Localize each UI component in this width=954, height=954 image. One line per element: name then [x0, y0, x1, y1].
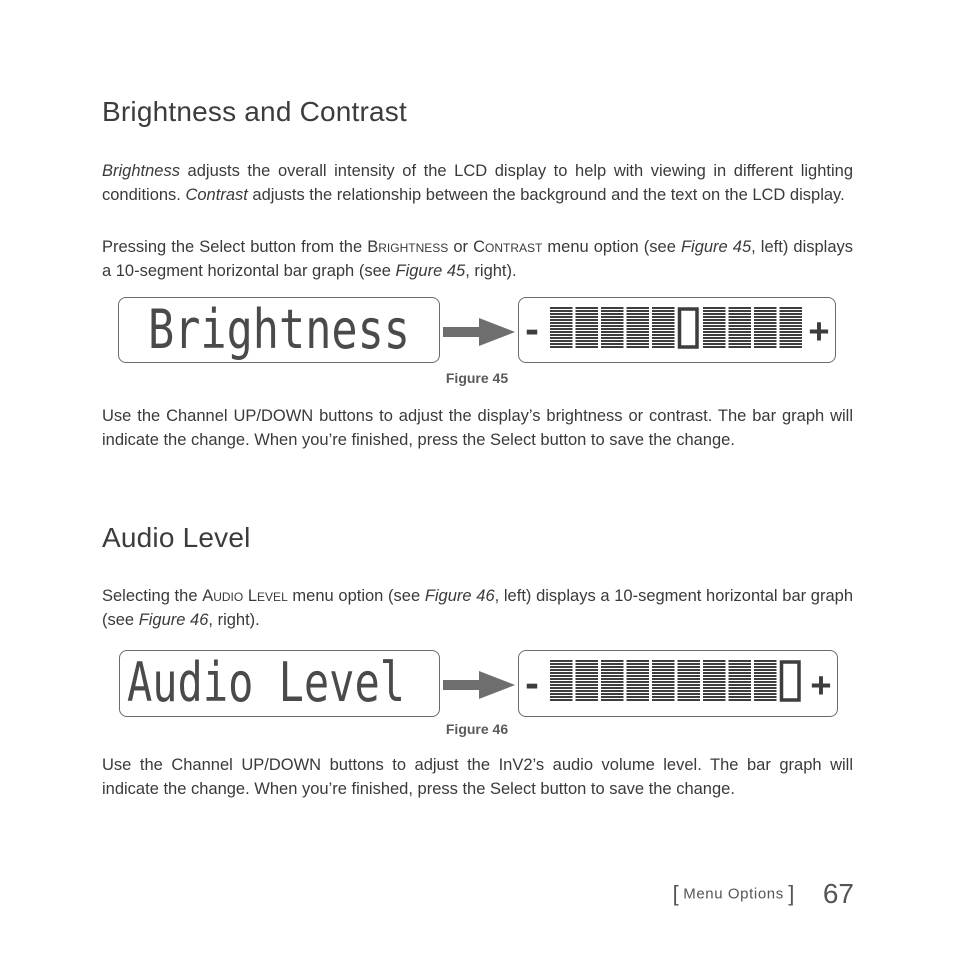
footer-section-label: Menu Options — [683, 885, 784, 903]
lcd-text-brightness: Brightness — [148, 298, 410, 361]
paragraph-brightness-adjust: Use the Channel UP/DOWN buttons to adjust the display’s brightness or contrast. The bar graph will indicate the change. When you’re finished, press the Select button to save the change. — [102, 407, 853, 449]
bar-segment — [754, 307, 777, 348]
bar-segments — [550, 307, 802, 348]
bar-segment — [729, 660, 752, 701]
footer-bracket-close: ] — [788, 881, 795, 906]
bar-segment — [601, 307, 624, 348]
lcd-display-brightness — [118, 297, 440, 363]
lcd-text-audio-level: Audio Level — [127, 651, 405, 714]
bar-minus-sign: - — [521, 665, 543, 705]
bar-plus-sign: + — [808, 311, 830, 351]
bar-segment — [576, 307, 599, 348]
heading-audio-level: Audio Level — [102, 522, 251, 553]
bar-segment — [678, 660, 701, 701]
figure-caption-46: Figure 46 — [445, 721, 509, 737]
bar-segment — [550, 307, 573, 348]
arrow-right-icon — [443, 318, 515, 346]
bar-segment — [601, 660, 624, 701]
arrow-right-icon — [443, 671, 515, 699]
page-number: 67 — [822, 878, 854, 909]
bar-segment — [652, 660, 675, 701]
bar-segment — [627, 660, 650, 701]
heading-brightness-contrast: Brightness and Contrast — [102, 96, 407, 127]
footer-bracket-open: [ — [672, 881, 679, 906]
lcd-dot-text — [120, 651, 438, 715]
bar-segment — [703, 307, 726, 348]
lcd-dot-text — [119, 298, 438, 361]
bar-segment — [780, 307, 803, 348]
bar-plus-sign: + — [810, 665, 832, 705]
lcd-bar-graph-brightness — [518, 297, 836, 363]
page-footer — [600, 878, 854, 910]
bar-graph-svg — [519, 298, 834, 361]
menu-name-audio-level: Audio Level — [202, 587, 288, 605]
bar-segment — [627, 307, 650, 348]
paragraph-audio-select: Selecting the Audio Level menu option (see Figure 46, left) displays a 10-segment horizontal bar graph (see Figure 46, right). — [102, 587, 854, 629]
bar-minus-sign: - — [521, 311, 543, 351]
figure-ref: Figure 46 — [138, 610, 209, 629]
bar-segment — [550, 660, 573, 701]
bar-segment — [680, 309, 698, 347]
figure-ref: Figure 45 — [680, 238, 752, 256]
bar-segment — [703, 660, 726, 701]
paragraph-brightness-select: Pressing the Select button from the Brightness or Contrast menu option (see Figure 45, left) displays a 10-segment horizontal bar graph (see Figure 45, right). — [102, 238, 854, 280]
bar-segment — [652, 307, 675, 348]
figure-caption-45: Figure 45 — [445, 370, 509, 386]
bar-segment — [754, 660, 777, 701]
paragraph-audio-adjust: Use the Channel UP/DOWN buttons to adjust the InV2’s audio volume level. The bar graph will indicate the change. When you’re finished, press the Select button to save the change. — [102, 756, 853, 798]
term-contrast: Contrast — [185, 185, 248, 204]
term-brightness: Brightness — [102, 162, 180, 180]
menu-name-brightness: Brightness — [367, 238, 449, 256]
bar-segment — [729, 307, 752, 348]
bar-segments — [550, 660, 799, 701]
lcd-display-audio-level — [119, 650, 440, 717]
bar-segment — [576, 660, 599, 701]
lcd-bar-graph-audio-level — [518, 650, 838, 717]
menu-name-contrast: Contrast — [473, 238, 543, 256]
bar-graph-svg — [519, 651, 836, 715]
figure-ref: Figure 46 — [424, 587, 495, 605]
bar-segment — [782, 662, 800, 700]
figure-ref: Figure 45 — [395, 261, 466, 280]
paragraph-brightness-intro: Brightness adjusts the overall intensity of the LCD display to help with viewing in different lighting conditions. Contrast adjusts the relationship between the background and the text on the LCD display. — [102, 162, 853, 204]
